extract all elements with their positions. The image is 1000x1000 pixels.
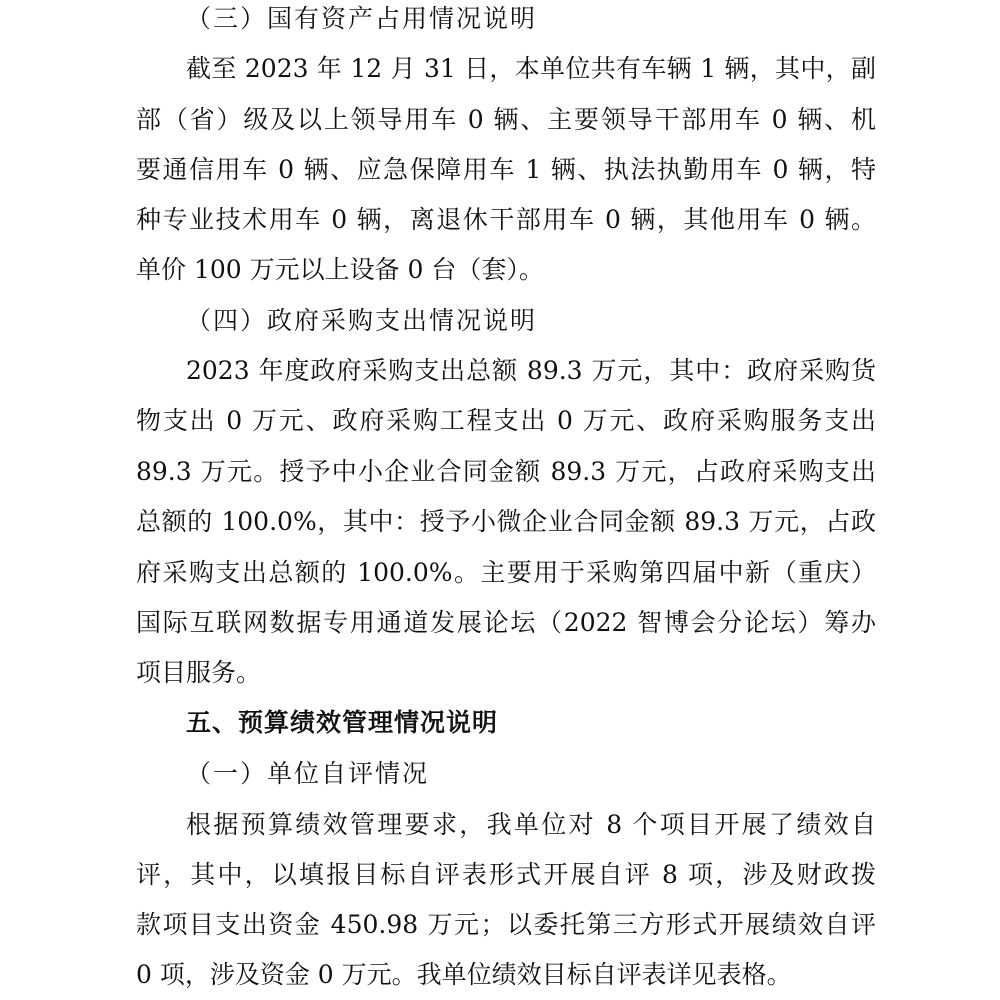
paragraph-line: 0 项，涉及资金 0 万元。我单位绩效目标自评表详见表格。 bbox=[136, 960, 792, 989]
paragraph-line: 要通信用车 0 辆、应急保障用车 1 辆、执法执勤用车 0 辆，特 bbox=[136, 155, 876, 184]
section-heading-government-procurement: （四）政府采购支出情况说明 bbox=[186, 306, 538, 335]
paragraph-line: 单价 100 万元以上设备 0 台（套）。 bbox=[136, 255, 544, 284]
paragraph-line: 种专业技术用车 0 辆，离退休干部用车 0 辆，其他用车 0 辆。 bbox=[136, 205, 876, 234]
paragraph-line: 2023 年度政府采购支出总额 89.3 万元，其中：政府采购货 bbox=[186, 356, 876, 385]
paragraph-line: 国际互联网数据专用通道发展论坛（2022 智博会分论坛）筹办 bbox=[136, 608, 876, 637]
paragraph-line: 部（省）级及以上领导用车 0 辆、主要领导干部用车 0 辆、机 bbox=[136, 105, 876, 134]
paragraph-line: 根据预算绩效管理要求，我单位对 8 个项目开展了绩效自 bbox=[186, 810, 876, 839]
paragraph-line: 截至 2023 年 12 月 31 日，本单位共有车辆 1 辆，其中，副 bbox=[186, 54, 876, 83]
paragraph-line: 府采购支出总额的 100.0%。主要用于采购第四届中新（重庆） bbox=[136, 558, 876, 587]
paragraph-line: 总额的 100.0%，其中：授予小微企业合同金额 89.3 万元，占政 bbox=[136, 507, 876, 536]
section-heading-state-assets: （三）国有资产占用情况说明 bbox=[186, 4, 538, 33]
section-heading-performance-management: 五、预算绩效管理情况说明 bbox=[186, 708, 499, 737]
paragraph-line: 项目服务。 bbox=[136, 658, 262, 687]
paragraph-line: 89.3 万元。授予中小企业合同金额 89.3 万元，占政府采购支出 bbox=[136, 457, 876, 486]
paragraph-line: 物支出 0 万元、政府采购工程支出 0 万元、政府采购服务支出 bbox=[136, 406, 876, 435]
subsection-heading-self-evaluation: （一）单位自评情况 bbox=[186, 759, 430, 788]
paragraph-line: 款项目支出资金 450.98 万元；以委托第三方形式开展绩效自评 bbox=[136, 910, 876, 939]
paragraph-line: 评，其中，以填报目标自评表形式开展自评 8 项，涉及财政拨 bbox=[136, 860, 876, 889]
